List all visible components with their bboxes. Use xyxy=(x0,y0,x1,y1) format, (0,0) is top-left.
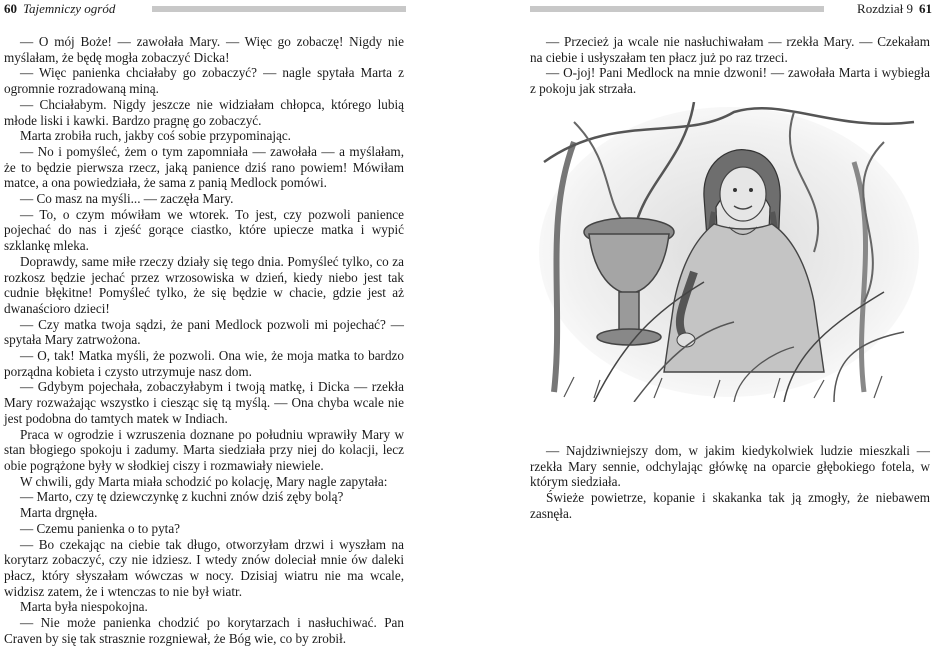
left-body-text xyxy=(4,34,404,646)
paragraph: Marta drgnęła. xyxy=(20,505,98,521)
left-page-number: 60 xyxy=(4,1,17,16)
paragraph: — Najdziwniejszy dom, w jakim kiedykolwiek ludzie mieszkali — rzekła Mary sennie, odchylając główkę na oparcie głębokiego fotela, w którym siedziała. xyxy=(530,443,930,490)
paragraph: — Przecież ja wcale nie nasłuchiwałam — rzekła Mary. — Czekałam na ciebie i usłyszałam ten płacz już po raz trzeci. xyxy=(530,34,930,65)
paragraph: Marta zrobiła ruch, jakby coś sobie przypominając. xyxy=(20,128,291,144)
paragraph: — Nie może panienka chodzić po korytarzach i nasłuchiwać. Pan Craven by się tak strasznie rozgniewał, że Bóg wie, co by zrobił. xyxy=(4,615,404,646)
paragraph: Marta była niespokojna. xyxy=(20,599,148,615)
paragraph: — To, o czym mówiłam we wtorek. To jest, czy pozwoli panience pojechać do nas i zjeść gorące ciastko, które upiecze matka i wypić szklankę mleka. xyxy=(4,206,404,254)
paragraph: — Marto, czy tę dziewczynkę z kuchni znów dziś zęby bolą? xyxy=(20,489,344,505)
header-rule xyxy=(152,6,406,12)
garden-girl-illustration xyxy=(534,102,924,402)
paragraph: — O, tak! Matka myśli, że pozwoli. Ona wie, że moja matka to bardzo porządna kobieta i czysto utrzymuje nasz dom. xyxy=(4,348,404,379)
paragraph: — Czemu panienka o to pyta? xyxy=(20,520,181,536)
paragraph: — O-joj! Pani Medlock na mnie dzwoni! — zawołała Marta i wybiegła z pokoju jak strzała. xyxy=(530,65,930,97)
chapter-title: Rozdział 9 xyxy=(857,1,913,16)
paragraph: — Czy matka twoja sądzi, że pani Medlock pozwoli mi pojechać? — spytała Mary zatrwożona. xyxy=(4,316,404,348)
paragraph: Doprawdy, same miłe rzeczy działy się tego dnia. Pomyśleć tylko, co za rozkosz będzie jechać przez wrzosowiska w dzień, kiedy niebo jest tak cudnie błękitne! Pomyśleć tylko, że się będzie w chacie, gdzie jest aż dwanaścioro dzieci! xyxy=(4,253,404,316)
paragraph: — Bo czekając na ciebie tak długo, otworzyłam drzwi i wyszłam na korytarz zobaczyć, czy nie idziesz. I wtedy znów doleciał mnie ów daleki płacz, który słyszałam wówczas w nocy. Dzisiaj wiatru nie ma wcale, widzisz zatem, że i wtenczas to nie był wiatr. xyxy=(4,536,404,599)
paragraph: — Chciałabym. Nigdy jeszcze nie widziałam chłopca, którego lubią młode liski i kawki. Bardzo pragnę go zobaczyć. xyxy=(4,96,404,128)
paragraph: Praca w ogrodzie i wzruszenia doznane po południu wprawiły Mary w stan błogiego spokoju i zadumy. Marta siedziała przy niej do kolacji, lecz obie pogrążone były w słodkiej ciszy i rozmawiały niewiele. xyxy=(4,426,404,473)
right-body-text-bottom xyxy=(530,443,930,522)
right-page-number: 61 xyxy=(919,1,932,16)
paragraph: W chwili, gdy Marta miała schodzić po kolację, Mary nagle zapytała: xyxy=(20,473,388,489)
paragraph: Świeże powietrze, kopanie i skakanka tak ją zmogły, że niebawem zasnęła. xyxy=(530,490,930,521)
paragraph: — Więc panienka chciałaby go zobaczyć? — nagle spytała Marta z ogromnie rozradowaną miną. xyxy=(4,65,404,97)
right-running-head xyxy=(857,0,932,18)
left-running-head xyxy=(4,0,115,18)
paragraph: — Co masz na myśli... — zaczęła Mary. xyxy=(20,191,234,207)
paragraph: — No i pomyśleć, żem o tym zapomniała — zawołała — a myślałam, że to będzie pierwsza rzecz, jaką panience dziś rano powiem! Mówiłam matce, a ona powiedziała, że sama z panią Medlock pomówi. xyxy=(4,143,404,191)
header-rule xyxy=(530,6,824,12)
book-title: Tajemniczy ogród xyxy=(23,1,116,16)
paragraph: — Gdybym pojechała, zobaczyłabym i twoją matkę, i Dicka — rzekła Mary rozważając wszystko i ciesząc się tą myślą. — Ona chyba wcale nie jest podobna do tamtych matek w Indiach. xyxy=(4,379,404,426)
paragraph: — O mój Boże! — zawołała Mary. — Więc go zobaczę! Nigdy nie myślałam, że będę mogła zobaczyć Dicka! xyxy=(4,34,404,65)
right-body-text-top xyxy=(530,34,930,97)
